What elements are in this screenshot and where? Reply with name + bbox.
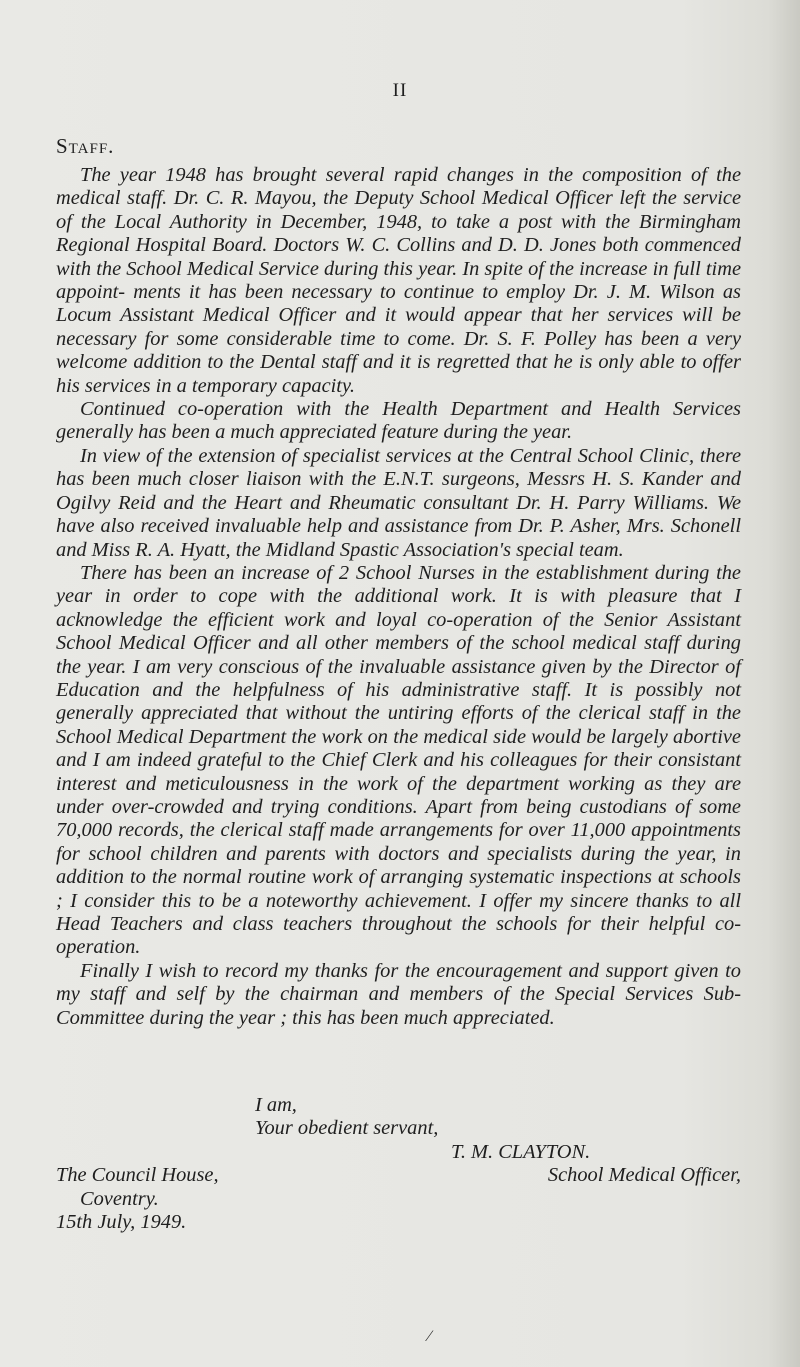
letter-date: 15th July, 1949. [56,1210,187,1233]
section-heading: Staff. [56,134,115,158]
paragraph: Continued co-operation with the Health Department and Health Services generally has been a much appreciated feature during the year. [56,398,741,444]
address-line-1: The Council House, [56,1164,219,1187]
paragraph: In view of the extension of specialist services at the Central School Clinic, there has been much closer liaison with the E.N.T. surgeons, Messrs H. S. Kander and Ogilvy Reid and the Heart and Rheumatic consultant Dr. H. Parry Williams. We have also received invaluable help and assistance from Dr. P. Asher, Mrs. Schonell and Miss R. A. Hyatt, the Midland Spastic Association's special team. [56,444,741,561]
paragraph: The year 1948 has brought several rapid changes in the composition of the medical staff. Dr. C. R. Mayou, the Deputy School Medical Officer left the service of the Local Authority in December, 1948, to take a post with the Birmingham Regional Hospital Board. Doctors W. C. Collins and D. D. Jones both commenced with the School Medical Service during this year. In spite of the increase in full time appoint- ments it has been necessary to continue to employ Dr. J. M. Wilson as Locum Assistant Medical Officer and it would appear that her services will be necessary for some considerable time to come. Dr. S. F. Polley has been a very welcome addition to the Dental staff and it is regretted that he is only able to offer his services in a temporary capacity. [56,164,741,397]
signature-name: T. M. CLAYTON. [451,1140,591,1163]
salutation: I am, [255,1094,297,1116]
page-number: II [392,80,408,101]
report-body [56,164,741,1030]
valediction: Your obedient servant, [255,1117,439,1140]
stray-ink-mark: ⁄ [428,1328,431,1345]
address-line-2: Coventry. [80,1187,159,1210]
paragraph: Finally I wish to record my thanks for the encouragement and support given to my staff and self by the chairman and members of the Special Services Sub-Committee during the year ; this has been much appreciated. [56,959,741,1029]
paragraph: There has been an increase of 2 School Nurses in the establishment during the year in order to cope with the additional work. It is with pleasure that I acknowledge the efficient work and loyal co-operation of the Senior Assistant School Medical Officer and all other members of the school medical staff during the year. I am very conscious of the invaluable assistance given by the Director of Education and the helpfulness of his administrative staff. It is possibly not generally appreciated that without the untiring efforts of the clerical staff in the School Medical Department the work on the medical side would be largely abortive and I am indeed grateful to the Chief Clerk and his colleagues for their consistant interest and meticulousness in the work of the department working as they are under over-crowded and trying conditions. Apart from being custodians of some 70,000 records, the clerical staff made arrangements for over 11,000 appointments for school children and parents with doctors and specialists during the year, in addition to the normal routine work of arranging systematic inspections at schools ; I consider this to be a noteworthy achievement. I offer my sincere thanks to all Head Teachers and class teachers throughout the schools for their helpful co-operation. [56,561,741,959]
letter-closing [56,1094,741,1234]
signatory-title: School Medical Officer, [547,1164,741,1187]
